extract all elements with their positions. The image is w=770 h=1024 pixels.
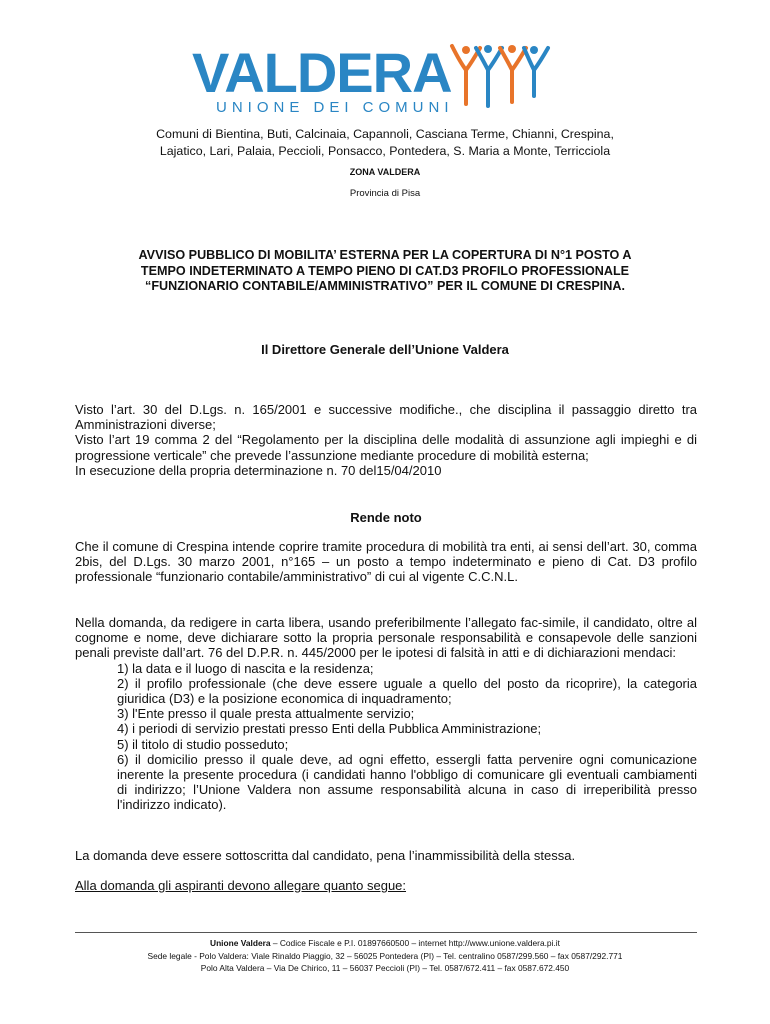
valdera-logo-graphic: [190, 40, 590, 118]
director-heading: Il Direttore Generale dell’Unione Valdera: [261, 342, 509, 357]
list-item: 5) il titolo di studio posseduto;: [117, 736, 289, 752]
title-line-3: “FUNZIONARIO CONTABILE/AMMINISTRATIVO” PER IL COMUNE DI CRESPINA.: [145, 279, 625, 293]
list-item: 3) l'Ente presso il quale presta attualmente servizio;: [117, 706, 415, 722]
page-footer: [60, 937, 710, 975]
valdera-logo: [190, 40, 590, 118]
domanda-intro: Nella domanda, da redigere in carta libera, usando preferibilmente l’allegato fac-simile, il candidato, oltre al cognome e nome, deve dichiarare sotto la propria personale responsabilità e consapevole delle sanzioni penali previste dall’art. 76 del D.P.R. n. 445/2000 per le ipotesi di falsità in atti e di dichiarazioni mendaci:: [75, 615, 697, 661]
premise-1: Visto l’art. 30 del D.Lgs. n. 165/2001 e successive modifiche., che disciplina il passaggio diretto tra Amministrazioni diverse;: [75, 402, 697, 433]
logo-subtitle: UNIONE DEI COMUNI: [216, 99, 454, 116]
footer-org-name: Unione Valdera: [210, 938, 271, 948]
zona-label: ZONA VALDERA: [349, 167, 421, 177]
people-figures-icon: [452, 45, 548, 106]
premise-2: Visto l’art 19 comma 2 del “Regolamento per la disciplina delle modalità di assunzione agli impieghi e di progressione verticale” che prevede l’assunzione mediante procedure di mobilità esterna;: [75, 432, 697, 463]
attachments-heading: Alla domanda gli aspiranti devono allegare quanto segue:: [75, 878, 407, 893]
title-line-2: TEMPO INDETERMINATO A TEMPO PIENO DI CAT.D3 PROFILO PROFESSIONALE: [140, 263, 630, 278]
list-item: 4) i periodi di servizio prestati presso Enti della Pubblica Amministrazione;: [117, 721, 542, 737]
logo-wordmark: VALDERA: [192, 41, 452, 104]
provincia-label: Provincia di Pisa: [349, 188, 421, 199]
footer-line-1: [60, 937, 710, 950]
premises-block: [75, 402, 697, 478]
list-item: 2) il profilo professionale (che deve essere uguale a quello del posto da ricoprire), la categoria giuridica (D3) e la posizione economica di inquadramento;: [117, 675, 697, 707]
premise-3: In esecuzione della propria determinazione n. 70 del15/04/2010: [75, 462, 442, 478]
footer-divider: [75, 932, 697, 933]
title-line-1: AVVISO PUBBLICO DI MOBILITA’ ESTERNA PER LA COPERTURA DI N°1 POSTO A: [138, 248, 632, 262]
signature-requirement: La domanda deve essere sottoscritta dal candidato, pena l’inammissibilità della stessa.: [75, 848, 576, 863]
communes-line-2: Lajatico, Lari, Palaia, Peccioli, Ponsacco, Pontedera, S. Maria a Monte, Terricciola: [159, 144, 611, 158]
announcement-paragraph: Che il comune di Crespina intende coprire tramite procedura di mobilità tra enti, ai sensi dell’art. 30, comma 2bis, del D.Lgs. 30 marzo 2001, n°165 – un posto a tempo indeterminato e pieno di Cat. D3 profilo professionale “funzionario contabile/amministrativo” di cui al vigente C.C.N.L.: [75, 539, 697, 585]
member-municipalities: [60, 126, 710, 160]
communes-line-1: Comuni di Bientina, Buti, Calcinaia, Capannoli, Casciana Terme, Chianni, Crespina,: [156, 127, 614, 141]
notice-title: [75, 248, 695, 295]
footer-line-3: Polo Alta Valdera – Via De Chirico, 11 – 56037 Peccioli (PI) – Tel. 0587/672.411 – fax 0587.672.450: [200, 963, 570, 973]
list-item: 6) il domicilio presso il quale deve, ad ogni effetto, essergli fatta pervenire ogni comunicazione inerente la presente procedura (i candidati hanno l'obbligo di comunicare gli eventuali cambiamenti di indirizzo; l’Unione Valdera non assume responsabilità alcuna in caso di irreperibilità presso l'indirizzo indicato).: [117, 751, 697, 813]
footer-fiscal-info: – Codice Fiscale e P.I. 01897660500 – internet http://www.unione.valdera.pi.it: [270, 938, 560, 948]
rende-noto-heading: Rende noto: [350, 510, 422, 525]
footer-line-2: Sede legale - Polo Valdera: Viale Rinaldo Piaggio, 32 – 56025 Pontedera (PI) – Tel. centralino 0587/299.560 – fax 0587/292.771: [147, 950, 623, 961]
application-requirements: [75, 615, 697, 813]
list-item: 1) la data e il luogo di nascita e la residenza;: [117, 660, 374, 676]
